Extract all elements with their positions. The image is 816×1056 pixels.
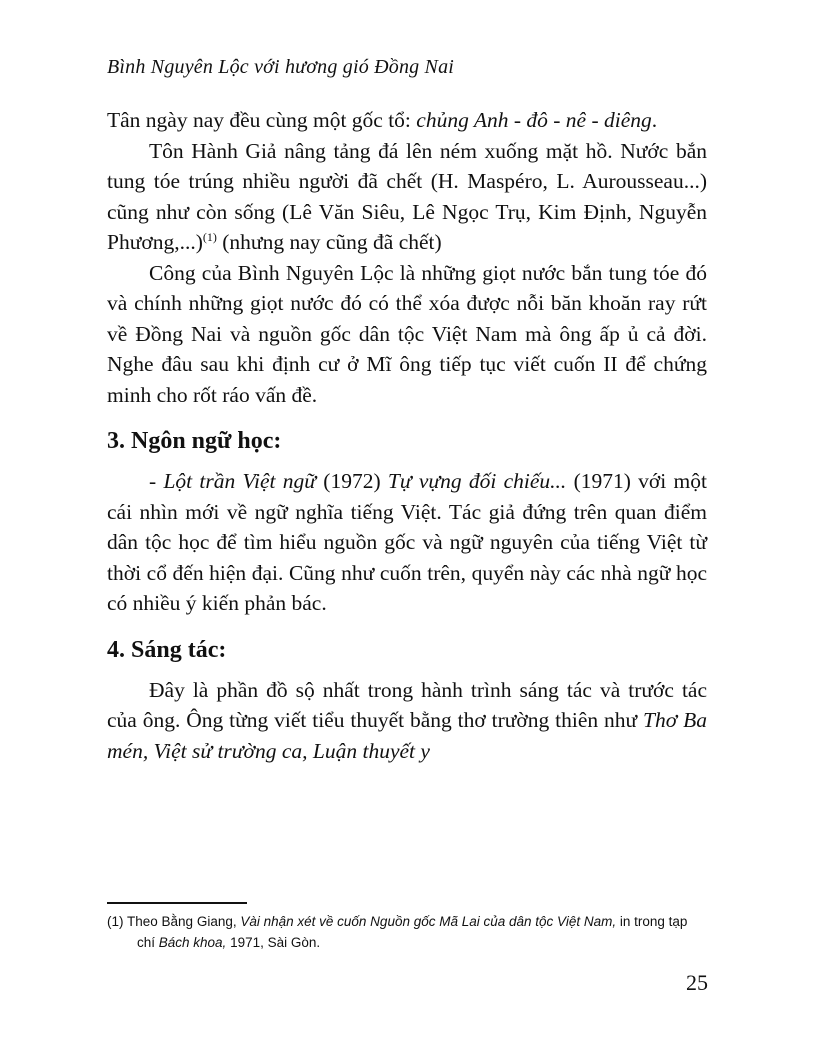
paragraph-2-end: (nhưng nay cũng đã chết): [216, 230, 442, 254]
page-number: 25: [686, 970, 708, 995]
section-3-title-1: Lột trần Việt ngữ: [163, 469, 317, 493]
section-4-paragraph: [107, 675, 707, 767]
section-3-rest: (1971) với một cái nhìn mới về ngữ nghĩa tiếng Việt. Tác giả đứng trên quan điểm dân tộc học để tìm hiểu nguồn gốc và ngữ nguyên của tiếng Việt từ thời cổ đến hiện đại. Cũng như cuốn trên, quyển này các nhà ngữ học có nhiều ý kiến phản bác.: [107, 469, 707, 615]
page-body: [107, 56, 707, 766]
footnote-text-3: 1971, Sài Gòn.: [226, 935, 321, 950]
footnote: [107, 911, 707, 953]
paragraph-1-italic: chủng Anh - đô - nê - diêng: [416, 108, 652, 132]
section-3-title-2: Tự vựng đối chiếu...: [387, 469, 567, 493]
section-4-italic: Thơ Ba mén, Việt sử trường ca, Luận thuyết y: [107, 708, 707, 763]
paragraph-1: [107, 105, 707, 136]
paragraph-2-text: Tôn Hành Giả nâng tảng đá lên ném xuống mặt hồ. Nước bắn tung tóe trúng nhiều người đã chết (H. Maspéro, L. Aurousseau...) cũng như còn sống (Lê Văn Siêu, Lê Ngọc Trụ, Kim Định, Nguyễn Phương,...): [107, 138, 707, 254]
paragraph-3: Công của Bình Nguyên Lộc là những giọt nước bắn tung tóe đó và chính những giọt nước đó có thể xóa được nỗi băn khoăn ray rứt về Đồng Nai và nguồn gốc dân tộc Việt Nam mà ông ấp ủ cả đời. Nghe đâu sau khi định cư ở Mĩ ông tiếp tục viết cuốn II để chứng minh cho rốt ráo vấn đề.: [107, 260, 707, 407]
section-3-paragraph: [107, 466, 707, 619]
footnote-italic-2: Bách khoa,: [158, 935, 227, 950]
footnote-text-1: Theo Bằng Giang,: [127, 914, 241, 929]
footnote-ref: (1): [202, 229, 217, 244]
paragraph-2: [107, 136, 707, 258]
section-4-text: Đây là phần đồ sộ nhất trong hành trình sáng tác và trước tác của ông. Ông từng viết tiểu thuyết bằng thơ trường thiên như: [107, 677, 707, 732]
section-4-heading: 4. Sáng tác:: [107, 636, 227, 663]
footnote-italic-1: Vài nhận xét về cuốn Nguồn gốc Mã Lai của dân tộc Việt Nam,: [240, 914, 617, 929]
paragraph-1-text: Tân ngày nay đều cùng một gốc tổ:: [107, 108, 417, 132]
section-3-heading: 3. Ngôn ngữ học:: [107, 428, 282, 454]
footnote-divider: [107, 902, 247, 904]
footnote-text-2: in trong tạp chí: [137, 914, 688, 950]
running-head: Bình Nguyên Lộc với hương gió Đồng Nai: [107, 56, 455, 78]
paragraph-1-end: .: [651, 108, 658, 132]
section-3-dash: -: [149, 469, 164, 493]
section-3-year-1: (1972): [316, 469, 388, 493]
footnote-marker: (1): [107, 914, 128, 929]
